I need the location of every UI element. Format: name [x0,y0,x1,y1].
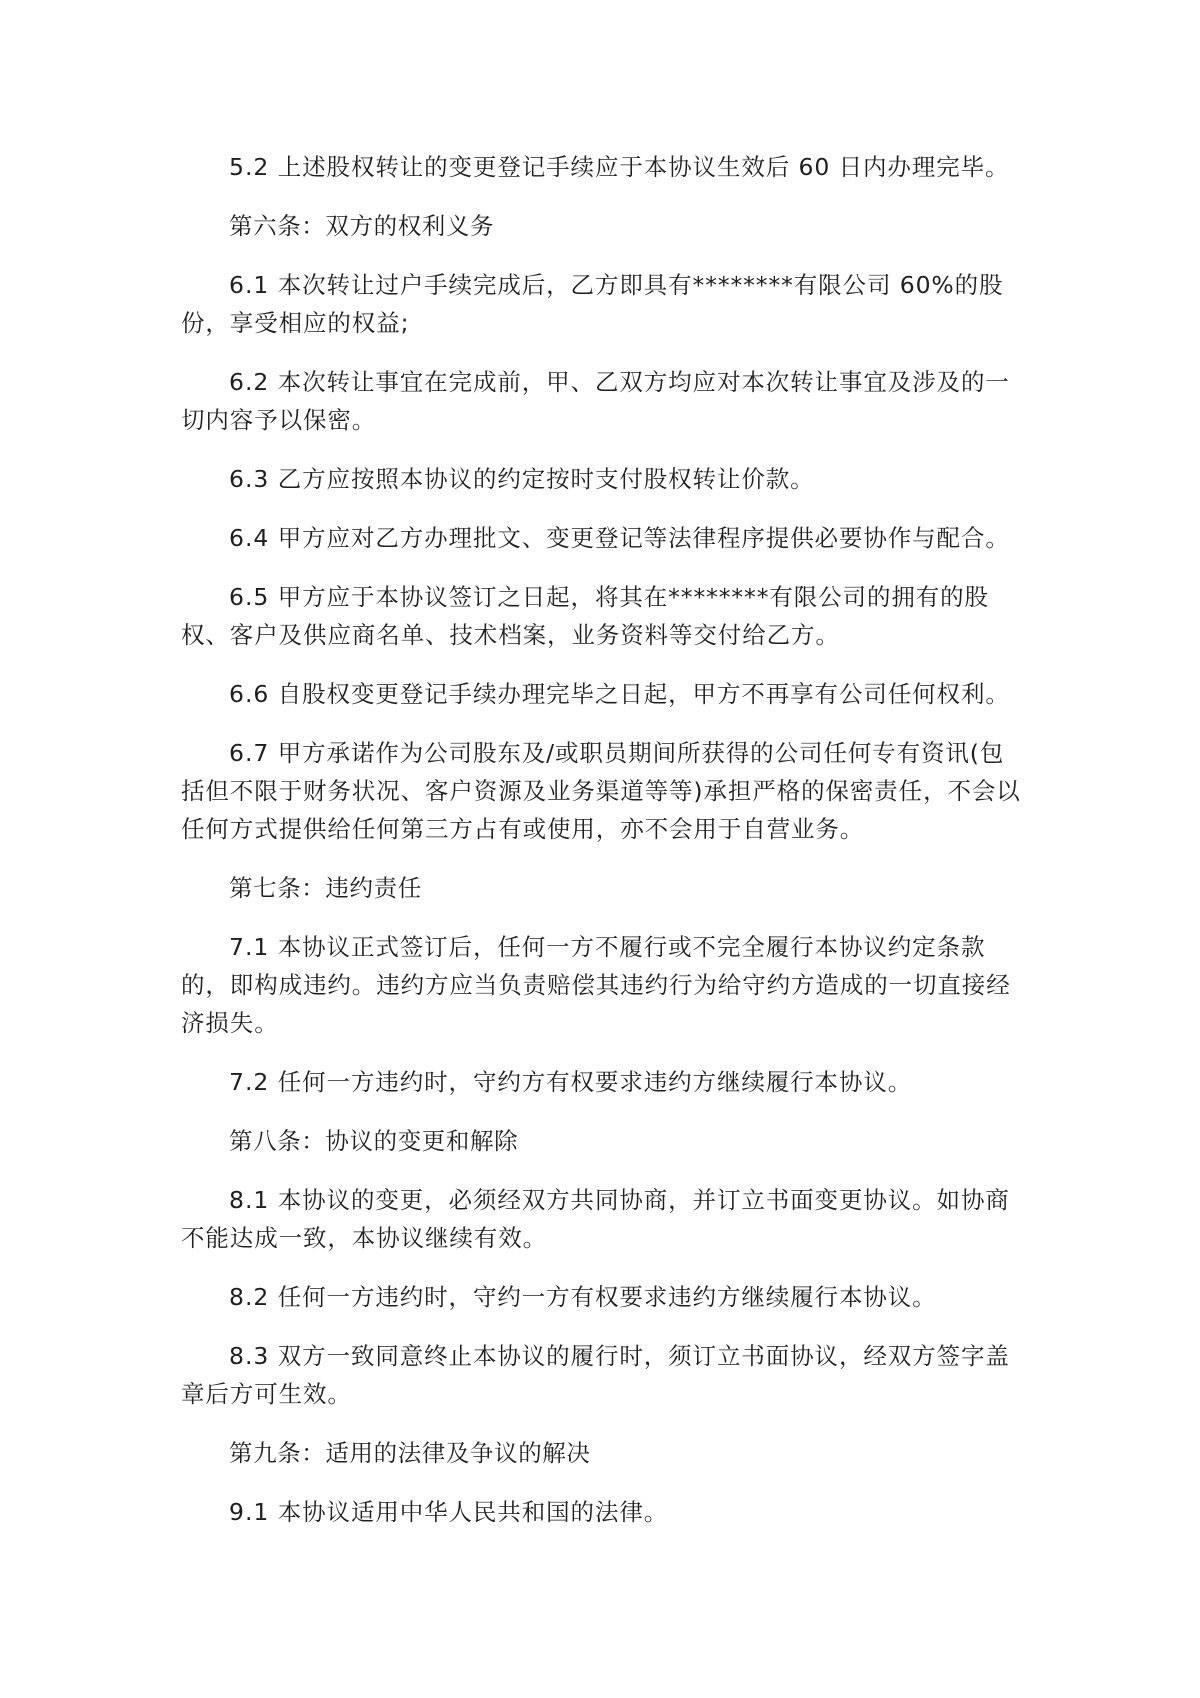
clause-number: 6.4 [229,524,270,552]
section-heading-6 [181,207,1021,245]
clause-text: 乙方应按照本协议的约定按时支付股权转让价款。 [277,465,815,493]
clause-text: 本协议的变更，必须经双方共同协商，并订立书面变更协议。如协商不能达成一致，本协议继续有效。 [181,1186,1010,1252]
clause-number: 6.2 [229,368,270,396]
clause-7-1 [181,928,1021,1042]
clause-text: 甲方承诺作为公司股东及/或职员期间所获得的公司任何专有资讯(包括但不限于财务状况、客户资源及业务渠道等等)承担严格的保密责任，不会以任何方式提供给任何第三方占有或使用，亦不会用于自营业务。 [181,739,1021,843]
section-heading-7 [181,869,1021,907]
clause-number: 8.3 [229,1342,270,1370]
clause-text: 本协议正式签订后，任何一方不履行或不完全履行本协议约定条款的，即构成违约。违约方应当负责赔偿其违约行为给守约方造成的一切直接经济损失。 [181,933,1011,1037]
clause-text: 本次转让事宜在完成前，甲、乙双方均应对本次转让事宜及涉及的一切内容予以保密。 [181,368,1010,434]
clause-number: 8.1 [229,1186,270,1214]
clause-text: 双方一致同意终止本协议的履行时，须订立书面协议，经双方签字盖章后方可生效。 [181,1342,1010,1408]
clause-text: 自股权变更登记手续办理完毕之日起，甲方不再享有公司任何权利。 [277,680,1010,708]
clause-number: 6.1 [229,271,270,299]
heading-text: 第六条：双方的权利义务 [229,212,495,240]
clause-6-5 [181,578,1021,654]
clause-8-1 [181,1181,1021,1257]
heading-text: 第九条：适用的法律及争议的解决 [229,1439,591,1467]
clause-number: 9.1 [229,1498,270,1526]
clause-number: 7.1 [229,933,270,961]
clause-6-4 [181,519,1021,557]
clause-6-2 [181,363,1021,439]
clause-5-2 [181,148,1021,186]
clause-text: 甲方应对乙方办理批文、变更登记等法律程序提供必要协作与配合。 [277,524,1010,552]
heading-text: 第七条：违约责任 [229,874,422,902]
heading-text: 第八条：协议的变更和解除 [229,1127,519,1155]
clause-6-7 [181,734,1021,848]
clause-6-3 [181,460,1021,498]
clause-number: 6.3 [229,465,270,493]
section-heading-9 [181,1434,1021,1472]
clause-9-1 [181,1493,1021,1531]
clause-text: 任何一方违约时，守约一方有权要求违约方继续履行本协议。 [277,1283,937,1311]
clause-8-3 [181,1337,1021,1413]
clause-text: 甲方应于本协议签订之日起，将其在********有限公司的拥有的股权、客户及供应商名单、技术档案，业务资料等交付给乙方。 [181,583,989,649]
clause-number: 5.2 [229,153,270,181]
clause-text: 本协议适用中华人民共和国的法律。 [277,1498,669,1526]
clause-7-2 [181,1063,1021,1101]
clause-number: 8.2 [229,1283,270,1311]
clause-text: 本次转让过户手续完成后，乙方即具有********有限公司 60%的股份，享受相应的权益; [181,271,1004,337]
section-heading-8 [181,1122,1021,1160]
clause-number: 7.2 [229,1068,270,1096]
clause-number: 6.6 [229,680,270,708]
clause-text: 任何一方违约时，守约方有权要求违约方继续履行本协议。 [277,1068,913,1096]
clause-6-1 [181,266,1021,342]
clause-number: 6.5 [229,583,270,611]
clause-8-2 [181,1278,1021,1316]
clause-number: 6.7 [229,739,270,767]
clause-text: 上述股权转让的变更登记手续应于本协议生效后 60 日内办理完毕。 [277,153,1010,181]
document-body [181,148,1021,1552]
clause-6-6 [181,675,1021,713]
